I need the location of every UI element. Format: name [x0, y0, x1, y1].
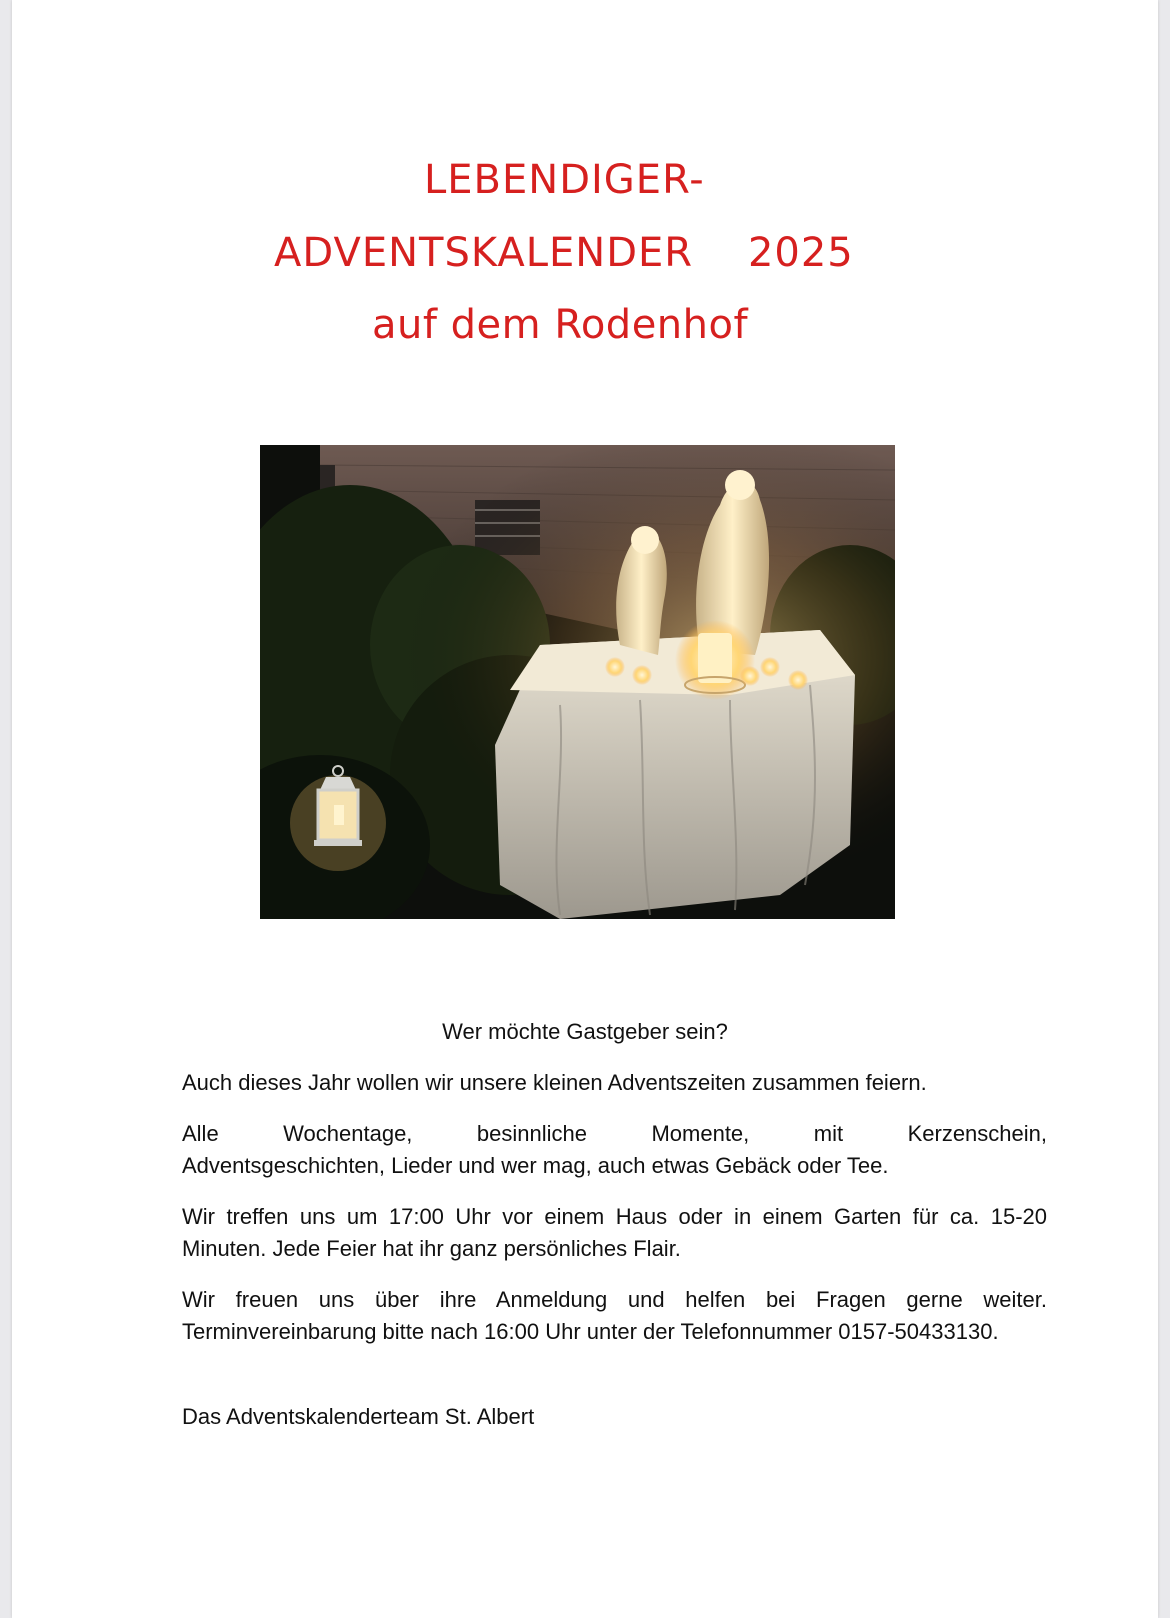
title-line-2: ADVENTSKALENDER 2025 — [274, 230, 854, 276]
paragraph-registration: Wir freuen uns über ihre Anmeldung und helfen bei Fragen gerne weiter. Terminvereinbarung bitte nach 16:00 Uhr unter der Telefonnummer 0157-50433130. — [182, 1287, 1047, 1344]
title-line-3: auf dem Rodenhof — [372, 302, 749, 348]
paragraph-meeting: Wir treffen uns um 17:00 Uhr vor einem Haus oder in einem Garten für ca. 15-20 Minuten. Jede Feier hat ihr ganz persönliches Flair. — [182, 1204, 1047, 1261]
title-line-1: LEBENDIGER- — [424, 157, 705, 203]
paragraph-weekdays-line-2: Adventsgeschichten, Lieder und wer mag, auch etwas Gebäck oder Tee. — [182, 1153, 889, 1178]
paragraph-weekdays-line-1: Alle Wochentage, besinnliche Momente, mit Kerzenschein, — [182, 1121, 1047, 1146]
signature: Das Adventskalenderteam St. Albert — [182, 1404, 535, 1429]
paragraph-weekdays — [182, 1118, 1047, 1182]
question-heading: Wer möchte Gastgeber sein? — [442, 1019, 728, 1044]
flyer-page — [12, 0, 1158, 1618]
nativity-candles-photo-icon — [260, 445, 895, 919]
paragraph-intro: Auch dieses Jahr wollen wir unsere kleinen Adventszeiten zusammen feiern. — [182, 1070, 927, 1095]
nativity-photo — [260, 445, 895, 919]
